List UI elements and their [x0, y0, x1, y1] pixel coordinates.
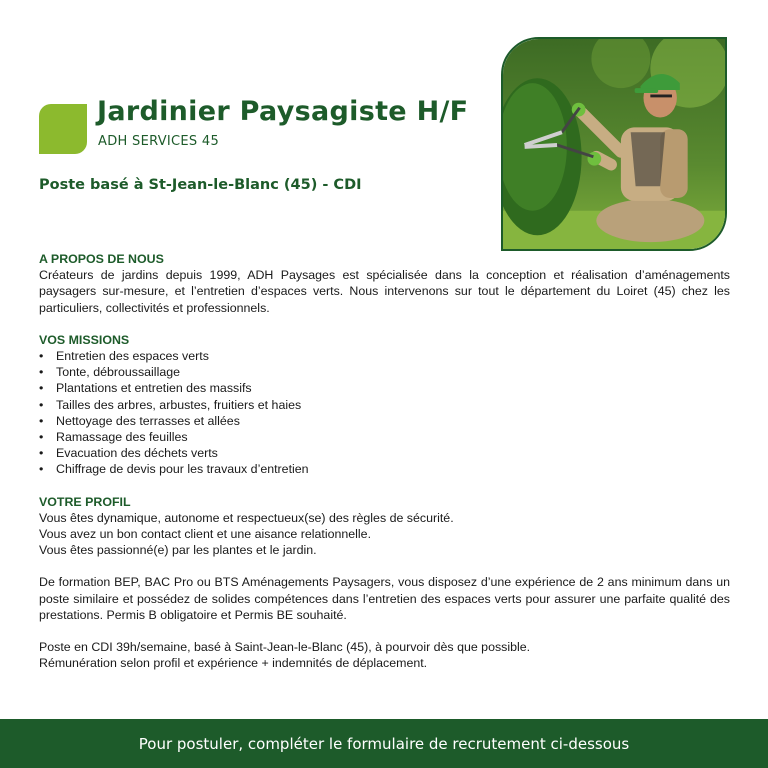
gardener-photo	[501, 37, 727, 251]
mission-item: • Tailles des arbres, arbustes, fruitiers et haies	[39, 397, 730, 413]
mission-item: • Chiffrage de devis pour les travaux d’entretien	[39, 461, 730, 477]
training-text: De formation BEP, BAC Pro ou BTS Aménagements Paysagers, vous disposez d’une expérience de 2 ans minimum dans un poste similaire et possédez de solides compétences dans l’entretien des espaces verts pour assurer une parfaite qualité des prestations. Permis B obligatoire et Permis BE souhaité.	[39, 575, 730, 622]
mission-item: • Entretien des espaces verts	[39, 348, 730, 364]
about-heading: A PROPOS DE NOUS	[39, 252, 164, 266]
missions-heading: VOS MISSIONS	[39, 332, 130, 347]
logo-block	[39, 104, 87, 154]
missions-list	[39, 348, 730, 478]
contract-line: Rémunération selon profil et expérience + indemnités de déplacement.	[39, 656, 428, 671]
job-description	[39, 251, 730, 671]
profile-line: Vous avez un bon contact client et une aisance relationnelle.	[39, 527, 372, 542]
mission-item: • Tonte, débroussaillage	[39, 364, 730, 380]
mission-item: • Nettoyage des terrasses et allées	[39, 413, 730, 429]
mission-item: • Ramassage des feuilles	[39, 429, 730, 445]
about-text: Créateurs de jardins depuis 1999, ADH Paysages est spécialisée dans la conception et réalisation d’aménagements paysagers sur-mesure, et l’entretien d’espaces verts. Nous intervenons sur tout le département du Loiret (45) chez les particuliers, collectivités et professionnels.	[39, 268, 730, 315]
job-location: Poste basé à St-Jean-le-Blanc (45) - CDI	[39, 177, 362, 193]
page-title: Jardinier Paysagiste H/F	[97, 96, 469, 127]
apply-text: Pour postuler, compléter le formulaire de recrutement ci-dessous	[138, 734, 630, 753]
company-name: ADH SERVICES 45	[98, 134, 220, 149]
mission-item: • Evacuation des déchets verts	[39, 445, 730, 461]
apply-banner[interactable]	[0, 719, 768, 768]
profile-line: Vous êtes dynamique, autonome et respectueux(se) des règles de sécurité.	[39, 510, 454, 525]
mission-item: • Plantations et entretien des massifs	[39, 380, 730, 396]
profile-heading: VOTRE PROFIL	[39, 494, 131, 509]
gardener-illustration	[503, 39, 725, 249]
contract-line: Poste en CDI 39h/semaine, basé à Saint-Jean-le-Blanc (45), à pourvoir dès que possible.	[39, 640, 531, 655]
profile-line: Vous êtes passionné(e) par les plantes et le jardin.	[39, 543, 317, 558]
